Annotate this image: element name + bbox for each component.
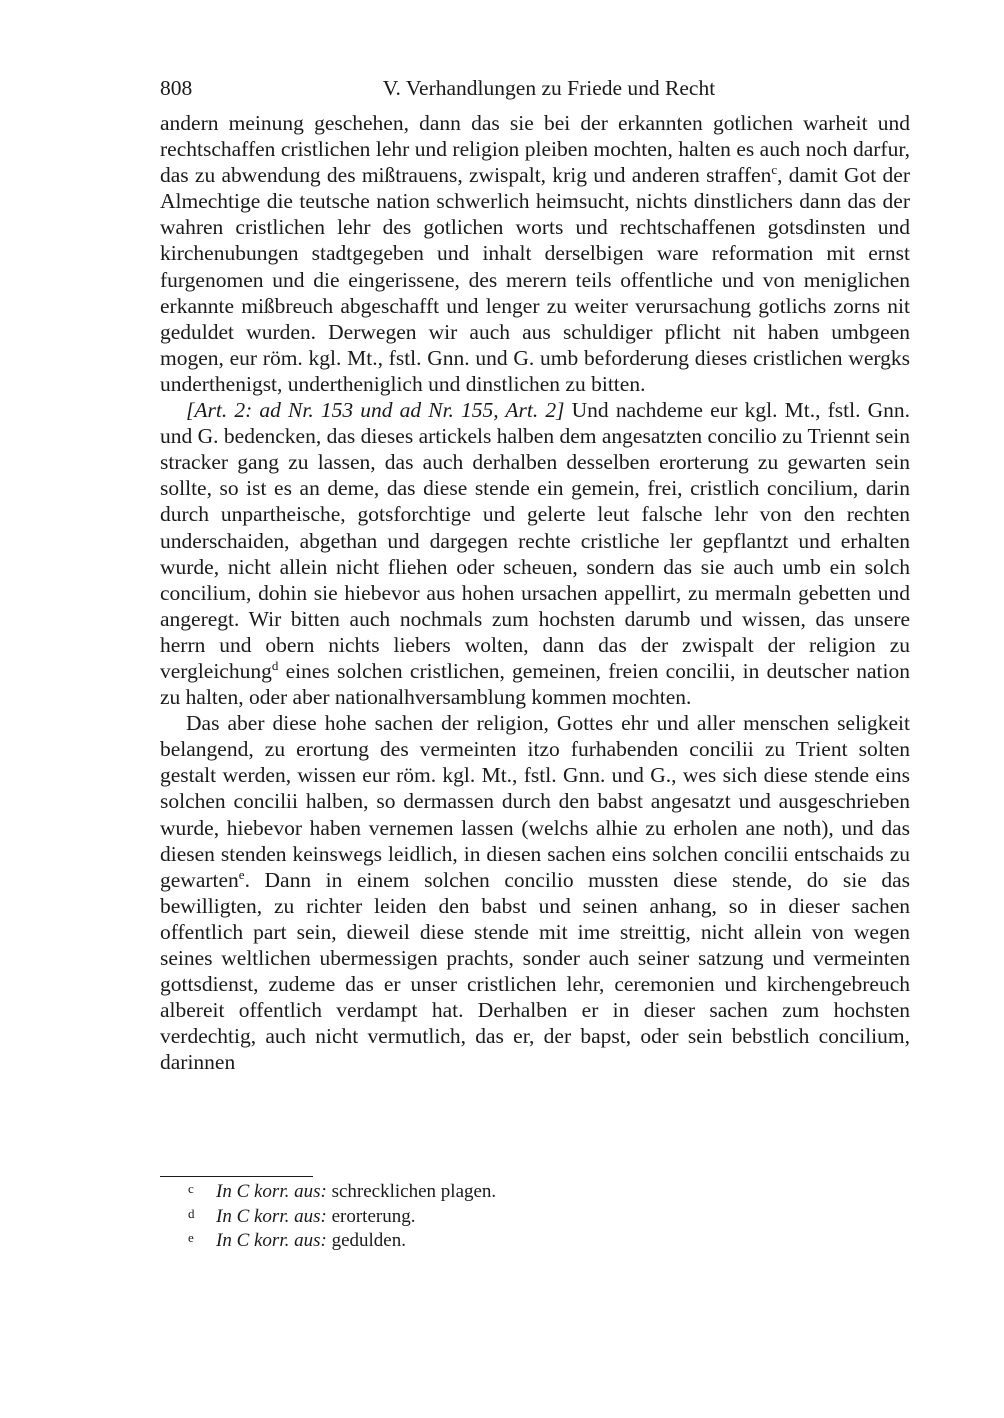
paragraph-2 — [160, 397, 910, 710]
footnotes — [160, 1180, 910, 1254]
footnote-text: erorterung. — [326, 1205, 416, 1227]
footnote-c — [160, 1180, 910, 1205]
footnote-ref-d[interactable]: d — [271, 657, 279, 673]
page-header — [160, 76, 910, 110]
text-segment: Das aber diese hohe sachen der religion, Gottes ehr und aller menschen seligkeit belangend, zu erortung des vermeinten itzo furhabenden concilii zu Trient solten gestalt werden, wissen eur röm. kgl. Mt., fstl. Gnn. und G., wes sich diese stende eins solchen concilii halben, so dermassen durch den babst angesatzt und ausgeschrieben wurde, hiebevor haben vernemen lassen (welchs alhie zu erholen ane noth), und das diesen stenden keinswegs leidlich, in diesen sachen eins solchen concilii entschaids zu gewarten — [160, 711, 910, 892]
footnote-label: In C korr. aus: — [216, 1205, 327, 1227]
paragraph-3 — [160, 710, 910, 1075]
footnote-mark: e — [188, 1230, 194, 1245]
article-reference: [Art. 2: ad Nr. 153 und ad Nr. 155, Art. 2] — [186, 398, 565, 423]
text-segment: Und nachdeme eur kgl. Mt., fstl. Gnn. und G. bedencken, das dieses artickels halben dem angesatzten concilio zu Triennt sein stracker gang zu lassen, das auch derhalben desselben erorterung zu gewarten sein sollte, so ist es an deme, das diese stende ein gemein, frei, cristlich concilium, darin durch unpartheische, gotsforchtige und gelerte leut falsche lehr von den rechten underschaiden, abgethan und dargegen rechte cristliche ler gepflantzt und erhalten wurde, nicht allein nicht fliehen oder scheuen, sondern das sie auch umb ein solch concilium, dohin sie hiebevor aus hohen ursachen appellirt, zu mermaln gebetten und angeregt. Wir bitten auch nochmals zum hochsten darumb und wissen, das unsere herrn und obern nichts liebers wolten, dann das der zwispalt der religion zu vergleichung — [160, 398, 911, 683]
text-segment: andern meinung geschehen, dann das sie bei der erkannten gotlichen warheit und rechtschaffen cristlichen lehr und religion pleiben mochten, halten es auch noch darfur, das zu abwendung des mißtrauens, zwispalt, krig und anderen straffen — [160, 111, 910, 188]
footnote-label: In C korr. aus: — [216, 1181, 327, 1202]
footnote-ref-c[interactable]: c — [771, 162, 778, 178]
footnote-mark: c — [188, 1181, 194, 1196]
running-title: V. Verhandlungen zu Friede und Recht — [382, 76, 716, 100]
footnote-text: schrecklichen plagen. — [326, 1181, 497, 1202]
footnote-label: In C korr. aus: — [216, 1230, 327, 1251]
footnote-text: gedulden. — [326, 1230, 406, 1251]
main-text — [160, 110, 910, 1075]
footnote-divider — [160, 1176, 313, 1177]
page — [160, 76, 910, 1075]
footnote-d — [160, 1205, 910, 1230]
text-segment: , damit Got der Almechtige die teutsche nation schwerlich heimsucht, nichts dinstlichers dann das der wahren cristlichen lehr des gotlichen worts und rechtschaffenen gotsdinsten und kirchenubungen stadtgegeben und inhalt derselbigen ware reformation mit ernst furgenomen und die eingerissene, des merern teils offentliche und von meniglichen erkannte mißbreuch abgeschafft und lenger zu weiter verursachung gotlichs zorns nit geduldet wurden. Derwegen wir auch aus schuldiger pflicht nit haben umbgeen mogen, eur röm. kgl. Mt., fstl. Gnn. und G. umb beforderung dieses cristlichen wergks underthenigst, undertheniglich und dinstlichen zu bitten. — [160, 163, 910, 396]
footnote-ref-e[interactable]: e — [238, 866, 245, 882]
text-segment: eines solchen cristlichen, gemeinen, freien concilii, in deutscher nation zu halten, oder aber nationalhversamblung kommen mochten. — [160, 658, 910, 710]
footnote-mark: d — [188, 1205, 195, 1221]
footnote-e — [160, 1229, 910, 1254]
page-number: 808 — [160, 76, 193, 100]
paragraph-1 — [160, 110, 910, 397]
text-segment: . Dann in einem solchen concilio mussten diese stende, do sie das bewilligten, zu richter leiden den babst und seinen anhang, so in dieser sachen offentlich part sein, dieweil diese stende mit ime streittig, nicht allein von wegen seines weltlichen ubermessigen prachts, sonder auch seiner satzung und vermeinten gottsdienst, zudeme das er unser cristlichen lehr, ceremonien und kirchengebreuch albereit offentlich verdampt hat. Derhalben er in dieser sachen zum hochsten verdechtig, auch nicht vermutlich, das er, der bapst, oder sein bebstlich concilium, darinnen — [160, 867, 910, 1075]
